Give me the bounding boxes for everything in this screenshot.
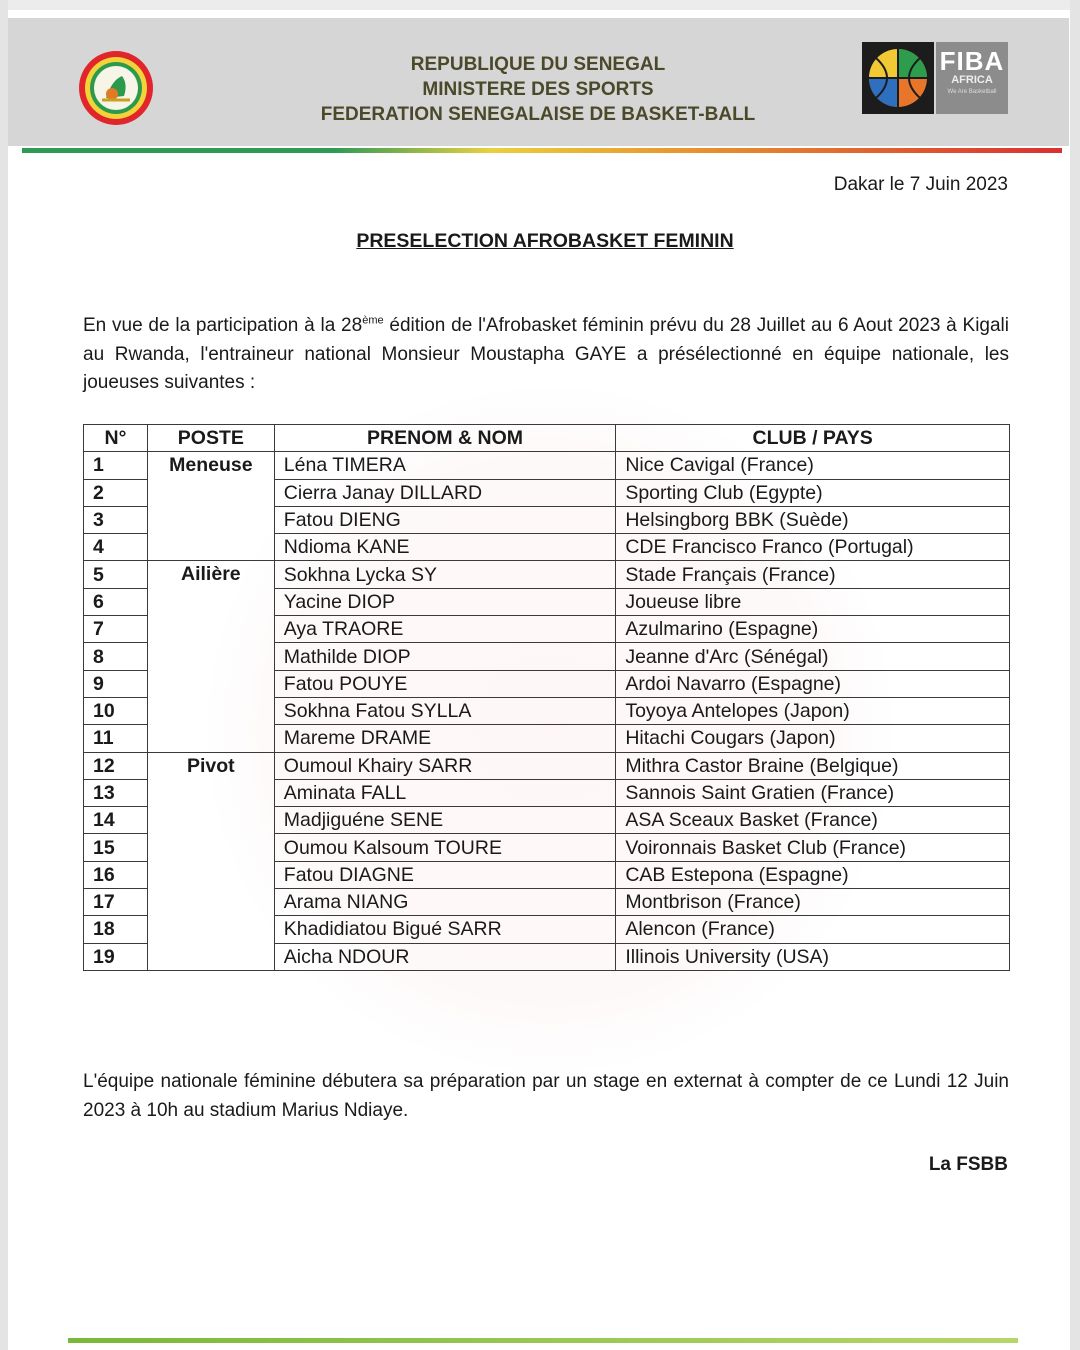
right-shade xyxy=(1070,0,1080,1350)
player-name: Yacine DIOP xyxy=(274,588,616,615)
intro-paragraph xyxy=(83,312,1009,398)
ministry-name: MINISTERE DES SPORTS xyxy=(422,79,654,100)
player-number: 19 xyxy=(84,943,148,970)
letterhead-divider xyxy=(22,148,1062,153)
signature: La FSBB xyxy=(928,1154,1008,1175)
table-row xyxy=(84,752,1010,779)
player-position: Ailière xyxy=(147,561,274,752)
document-date: Dakar le 7 Juin 2023 xyxy=(833,174,1008,195)
player-club: Ardoi Navarro (Espagne) xyxy=(616,670,1010,697)
player-club: Joueuse libre xyxy=(616,588,1010,615)
player-name: Fatou DIENG xyxy=(274,506,616,533)
header-name: PRENOM & NOM xyxy=(274,425,616,452)
header-number: N° xyxy=(84,425,148,452)
top-edge xyxy=(0,0,1080,10)
player-name: Sokhna Fatou SYLLA xyxy=(274,697,616,724)
federation-name: FEDERATION SENEGALAISE DE BASKET-BALL xyxy=(320,104,756,125)
player-number: 16 xyxy=(84,861,148,888)
header-position: POSTE xyxy=(147,425,274,452)
player-number: 11 xyxy=(84,725,148,752)
closing-paragraph: L'équipe nationale féminine débutera sa préparation par un stage en externat à compter de ce Lundi 12 Juin 2023 à 10h au stadium Marius Ndiaye. xyxy=(83,1071,1009,1121)
footer-divider xyxy=(68,1338,1018,1343)
table-row xyxy=(84,561,1010,588)
player-club: Helsingborg BBK (Suède) xyxy=(616,506,1010,533)
player-number: 3 xyxy=(84,506,148,533)
player-club: ASA Sceaux Basket (France) xyxy=(616,807,1010,834)
table-header-row xyxy=(84,425,1010,452)
intro-text-start: En vue de la participation à la 28 xyxy=(83,315,363,336)
player-club: Sporting Club (Egypte) xyxy=(616,479,1010,506)
country-name: REPUBLIQUE DU SENEGAL xyxy=(410,54,666,75)
player-number: 15 xyxy=(84,834,148,861)
player-name: Ndioma KANE xyxy=(274,534,616,561)
fiba-africa-label: AFRICA xyxy=(951,74,993,86)
player-name: Mareme DRAME xyxy=(274,725,616,752)
player-name: Fatou DIAGNE xyxy=(274,861,616,888)
player-number: 4 xyxy=(84,534,148,561)
player-number: 12 xyxy=(84,752,148,779)
player-club: Stade Français (France) xyxy=(616,561,1010,588)
intro-superscript: ème xyxy=(362,314,384,327)
players-table xyxy=(83,424,1010,971)
player-club: CAB Estepona (Espagne) xyxy=(616,861,1010,888)
player-number: 17 xyxy=(84,889,148,916)
player-club: Montbrison (France) xyxy=(616,889,1010,916)
player-name: Cierra Janay DILLARD xyxy=(274,479,616,506)
player-number: 8 xyxy=(84,643,148,670)
player-name: Fatou POUYE xyxy=(274,670,616,697)
player-name: Aminata FALL xyxy=(274,779,616,806)
table-row xyxy=(84,452,1010,479)
fsbb-crest-icon xyxy=(78,50,154,126)
player-number: 18 xyxy=(84,916,148,943)
player-name: Sokhna Lycka SY xyxy=(274,561,616,588)
player-name: Khadidiatou Bigué SARR xyxy=(274,916,616,943)
player-club: Toyoya Antelopes (Japon) xyxy=(616,697,1010,724)
intro-text-end: édition de l'Afrobasket féminin prévu du 28 Juillet au 6 Aout 2023 à Kigali au Rwanda, l'entraineur national Monsieur Moustapha GAYE a présélectionné en équipe nationale, les joueuses suivantes : xyxy=(83,315,1009,393)
player-name: Mathilde DIOP xyxy=(274,643,616,670)
player-club: Voironnais Basket Club (France) xyxy=(616,834,1010,861)
player-name: Madjiguéne SENE xyxy=(274,807,616,834)
player-position: Meneuse xyxy=(147,452,274,561)
player-name: Aya TRAORE xyxy=(274,616,616,643)
player-number: 7 xyxy=(84,616,148,643)
players-table-body xyxy=(84,452,1010,971)
player-number: 2 xyxy=(84,479,148,506)
player-name: Léna TIMERA xyxy=(274,452,616,479)
player-club: Nice Cavigal (France) xyxy=(616,452,1010,479)
player-club: Sannois Saint Gratien (France) xyxy=(616,779,1010,806)
fiba-africa-logo xyxy=(862,42,1008,114)
player-position: Pivot xyxy=(147,752,274,970)
player-club: Illinois University (USA) xyxy=(616,943,1010,970)
fiba-wordmark xyxy=(936,42,1008,114)
player-number: 13 xyxy=(84,779,148,806)
player-club: Azulmarino (Espagne) xyxy=(616,616,1010,643)
fiba-tagline: We Are Basketball xyxy=(947,89,997,95)
player-number: 14 xyxy=(84,807,148,834)
player-name: Aicha NDOUR xyxy=(274,943,616,970)
basketball-icon xyxy=(862,42,934,114)
player-club: CDE Francisco Franco (Portugal) xyxy=(616,534,1010,561)
player-club: Mithra Castor Braine (Belgique) xyxy=(616,752,1010,779)
player-club: Hitachi Cougars (Japon) xyxy=(616,725,1010,752)
player-number: 1 xyxy=(84,452,148,479)
player-number: 5 xyxy=(84,561,148,588)
document-title: PRESELECTION AFROBASKET FEMININ xyxy=(356,230,734,252)
player-name: Oumou Kalsoum TOURE xyxy=(274,834,616,861)
player-number: 10 xyxy=(84,697,148,724)
player-number: 9 xyxy=(84,670,148,697)
left-shade xyxy=(0,0,8,1350)
header-club: CLUB / PAYS xyxy=(616,425,1010,452)
letterhead-title xyxy=(260,52,816,127)
player-club: Jeanne d'Arc (Sénégal) xyxy=(616,643,1010,670)
player-number: 6 xyxy=(84,588,148,615)
fiba-word: FIBA xyxy=(939,46,1005,76)
player-name: Oumoul Khairy SARR xyxy=(274,752,616,779)
player-name: Arama NIANG xyxy=(274,889,616,916)
player-club: Alencon (France) xyxy=(616,916,1010,943)
